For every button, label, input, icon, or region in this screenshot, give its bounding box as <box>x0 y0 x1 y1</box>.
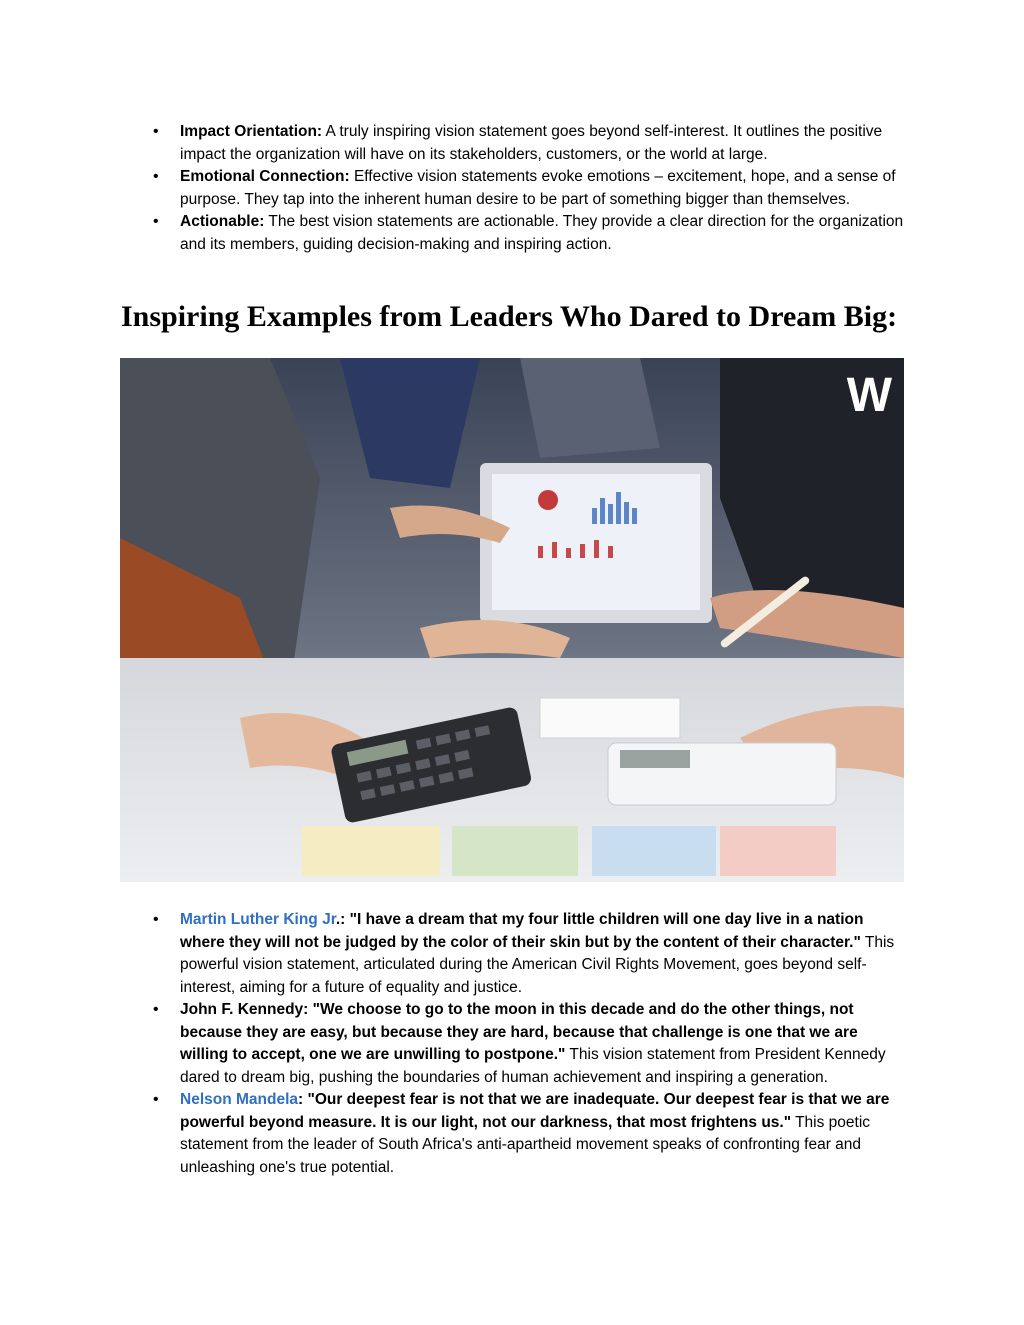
meeting-photo <box>120 358 904 882</box>
item-text: This vision statement from President Kennedy dared to dream big, pushing the boundaries of human achievement and inspiring a generation. <box>180 1046 886 1086</box>
criteria-list <box>180 121 905 256</box>
list-item <box>180 999 905 1089</box>
leader-name-jfk: John F. Kennedy <box>180 1001 304 1018</box>
item-sep: .: <box>335 911 350 928</box>
list-item <box>180 1089 905 1179</box>
item-quote: "I have a dream that my four little children will one day live in a nation where they will not be judged by the color of their skin but by the content of their character." <box>180 911 864 951</box>
item-quote: "Our deepest fear is not that we are inadequate. Our deepest fear is that we are powerful beyond measure. It is our light, not our darkness, that most frightens us." <box>180 1091 890 1131</box>
item-text: This powerful vision statement, articulated during the American Civil Rights Movement, goes beyond self-interest, aiming for a future of equality and justice. <box>180 933 895 996</box>
list-item <box>180 121 905 166</box>
item-text: This poetic statement from the leader of South Africa's anti-apartheid movement speaks of confronting fear and unleashing one's true potential. <box>180 1113 871 1176</box>
item-term: Emotional Connection: <box>180 168 350 185</box>
leader-link-mlk[interactable]: Martin Luther King Jr <box>180 911 336 928</box>
item-text: A truly inspiring vision statement goes beyond self-interest. It outlines the positive impact the organization will have on its stakeholders, customers, or the world at large. <box>180 123 883 163</box>
list-item <box>180 211 905 256</box>
item-term: Impact Orientation: <box>180 123 323 140</box>
list-item <box>180 909 905 999</box>
item-text: Effective vision statements evoke emotions – excitement, hope, and a sense of purpose. They tap into the inherent human desire to be part of something bigger than themselves. <box>180 168 896 208</box>
list-item <box>180 166 905 211</box>
leader-examples-list <box>180 909 905 1179</box>
leader-link-mandela[interactable]: Nelson Mandela <box>180 1091 298 1108</box>
item-sep: : <box>303 1001 313 1018</box>
item-term: Actionable: <box>180 213 265 230</box>
item-sep: : <box>298 1091 308 1108</box>
section-heading: Inspiring Examples from Leaders Who Dared to Dream Big: <box>121 300 898 333</box>
item-text: The best vision statements are actionable. They provide a clear direction for the organization and its members, guiding decision-making and inspiring action. <box>180 213 904 253</box>
item-quote: "We choose to go to the moon in this decade and do the other things, not because they are easy, but because they are hard, because that challenge is one that we are willing to accept, one we are unwilling to postpone." <box>180 1001 858 1063</box>
w-brand-logo: W <box>846 369 886 422</box>
